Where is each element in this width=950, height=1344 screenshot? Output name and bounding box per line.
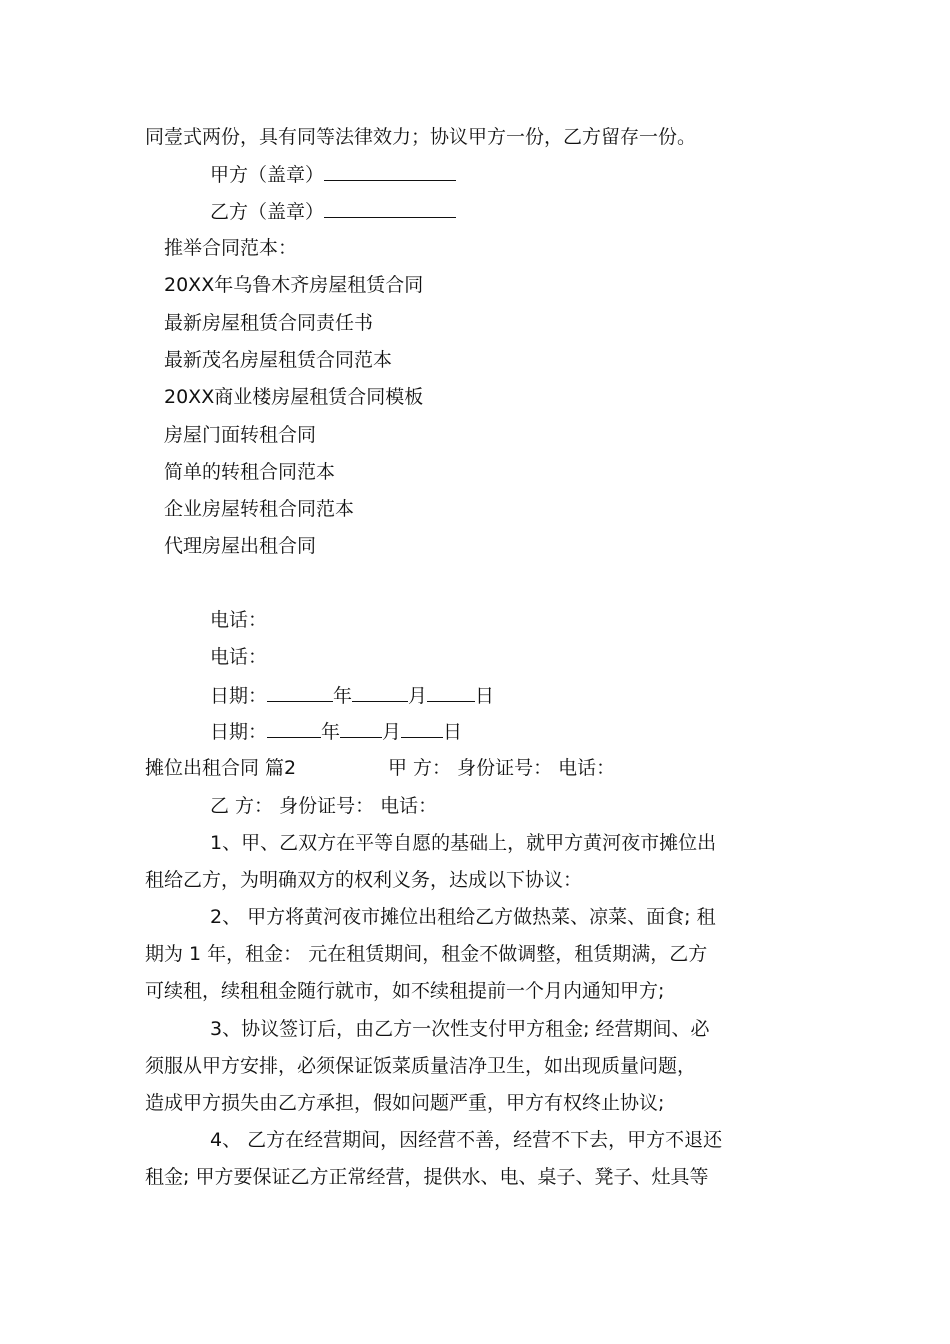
contract2-party-b: 乙 方： 身份证号： 电话：	[210, 795, 438, 817]
clause-1-line-1: 1、甲、乙双方在平等自愿的基础上，就甲方黄河夜市摊位出	[210, 832, 717, 854]
clause-4-line-1: 4、 乙方在经营期间，因经营不善，经营不下去，甲方不退还	[210, 1129, 723, 1151]
year-blank	[267, 681, 333, 702]
clause-1-line-2: 租给乙方，为明确双方的权利义务，达成以下协议：	[145, 869, 583, 891]
month-label: 月	[408, 685, 428, 707]
clause-3-line-2: 须服从甲方安排，必须保证饭菜质量洁净卫生，如出现质量问题，	[145, 1055, 697, 1077]
recommend-item[interactable]: 简单的转租合同范本	[164, 461, 336, 483]
year-label: 年	[333, 685, 353, 707]
month-blank	[352, 681, 408, 702]
party-a-seal-line	[210, 160, 456, 188]
recommend-item[interactable]: 企业房屋转租合同范本	[164, 498, 355, 520]
contract2-title: 摊位出租合同 篇2	[145, 757, 297, 779]
clause-4-line-2: 租金; 甲方要保证乙方正常经营，提供水、电、桌子、凳子、灶具等	[145, 1166, 709, 1188]
recommend-heading: 推举合同范本：	[164, 237, 298, 259]
contract2-party-a: 甲 方： 身份证号： 电话：	[388, 757, 616, 779]
phone-label-1: 电话：	[210, 609, 268, 631]
date-line-1	[210, 681, 494, 709]
party-b-seal-blank	[324, 197, 456, 218]
party-a-seal-label: 甲方（盖章）	[210, 164, 325, 186]
day-label: 日	[475, 685, 495, 707]
year-blank	[267, 717, 321, 738]
date-label: 日期：	[210, 721, 268, 743]
phone-label-2: 电话：	[210, 646, 268, 668]
clause-2-line-3: 可续租，续租租金随行就市，如不续租提前一个月内通知甲方;	[145, 980, 665, 1002]
party-a-seal-blank	[324, 160, 456, 181]
recommend-item[interactable]: 20XX年乌鲁木齐房屋租赁合同	[164, 274, 424, 296]
recommend-item[interactable]: 房屋门面转租合同	[164, 424, 317, 446]
date-label: 日期：	[210, 685, 268, 707]
party-b-seal-label: 乙方（盖章）	[210, 201, 325, 223]
recommend-item[interactable]: 最新茂名房屋租赁合同范本	[164, 349, 393, 371]
recommend-item[interactable]: 代理房屋出租合同	[164, 535, 317, 557]
recommend-item[interactable]: 20XX商业楼房屋租赁合同模板	[164, 386, 424, 408]
month-label: 月	[382, 721, 402, 743]
day-blank	[401, 717, 443, 738]
closing-line: 同壹式两份，具有同等法律效力；协议甲方一份，乙方留存一份。	[145, 126, 697, 148]
day-label: 日	[443, 721, 463, 743]
date-line-2	[210, 717, 462, 745]
recommend-item[interactable]: 最新房屋租赁合同责任书	[164, 312, 374, 334]
year-label: 年	[321, 721, 341, 743]
month-blank	[340, 717, 382, 738]
clause-3-line-3: 造成甲方损失由乙方承担，假如问题严重，甲方有权终止协议;	[145, 1092, 665, 1114]
clause-3-line-1: 3、协议签订后，由乙方一次性支付甲方租金; 经营期间、必	[210, 1018, 710, 1040]
party-b-seal-line	[210, 197, 456, 225]
clause-2-line-2: 期为 1 年，租金： 元在租赁期间，租金不做调整，租赁期满，乙方	[145, 943, 708, 965]
day-blank	[427, 681, 475, 702]
clause-2-line-1: 2、 甲方将黄河夜市摊位出租给乙方做热菜、凉菜、面食; 租	[210, 906, 716, 928]
